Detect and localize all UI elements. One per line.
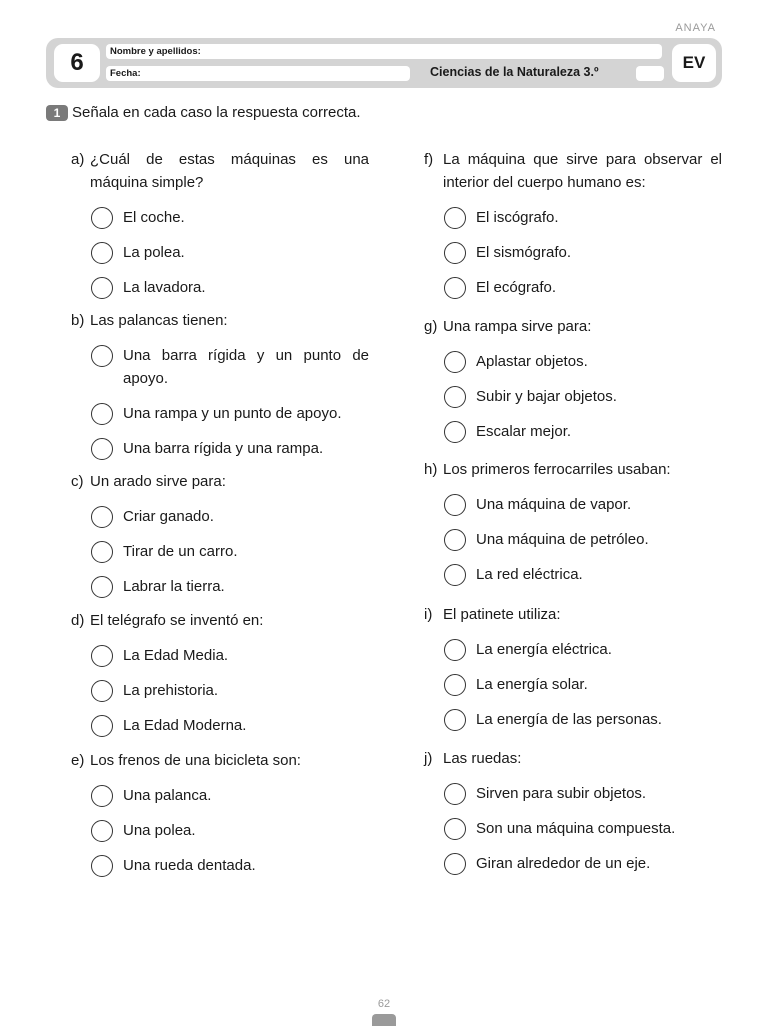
page-tab: [372, 1014, 396, 1026]
option-text: Escalar mejor.: [476, 423, 572, 440]
radio-circle-icon[interactable]: [444, 709, 466, 731]
radio-circle-icon[interactable]: [91, 785, 113, 807]
question-text: ¿Cuál de estas máquinas es una máquina simple?: [90, 151, 369, 191]
option[interactable]: [444, 241, 722, 264]
radio-circle-icon[interactable]: [91, 541, 113, 563]
option-text: La Edad Moderna.: [123, 717, 247, 734]
publisher-logo: ANAYA: [675, 22, 716, 34]
option[interactable]: [444, 708, 722, 731]
option[interactable]: [444, 420, 722, 443]
question-j: [424, 747, 722, 875]
option[interactable]: [444, 206, 722, 229]
question-letter: g): [424, 318, 438, 335]
option-text: El ecógrafo.: [476, 279, 557, 296]
question-h: [424, 458, 722, 586]
radio-circle-icon[interactable]: [91, 207, 113, 229]
option[interactable]: [444, 528, 722, 551]
unit-number: 6: [54, 44, 100, 82]
option-text: Giran alrededor de un eje.: [476, 855, 651, 872]
question-letter: f): [424, 151, 434, 168]
question-d: [71, 609, 369, 737]
option[interactable]: [91, 679, 369, 702]
question-letter: b): [71, 312, 85, 329]
option-text: Aplastar objetos.: [476, 353, 588, 370]
option-text: Una barra rígida y una rampa.: [123, 440, 324, 457]
radio-circle-icon[interactable]: [444, 639, 466, 661]
question-c: [71, 470, 369, 598]
date-label: Fecha:: [110, 68, 141, 79]
radio-circle-icon[interactable]: [91, 715, 113, 737]
radio-circle-icon[interactable]: [444, 564, 466, 586]
radio-circle-icon[interactable]: [91, 438, 113, 460]
radio-circle-icon[interactable]: [91, 506, 113, 528]
option[interactable]: [444, 782, 722, 805]
question-text: El telégrafo se inventó en:: [90, 612, 264, 629]
option-text: La prehistoria.: [123, 682, 219, 699]
option-text: La red eléctrica.: [476, 566, 583, 583]
option[interactable]: [91, 505, 369, 528]
radio-circle-icon[interactable]: [91, 242, 113, 264]
option-text: Una barra rígida y un punto de apoyo.: [123, 347, 369, 387]
option-text: Labrar la tierra.: [123, 578, 225, 595]
option[interactable]: [444, 852, 722, 875]
option-text: La polea.: [123, 244, 185, 261]
name-field[interactable]: [106, 44, 662, 59]
page-number: 62: [377, 998, 391, 1010]
option[interactable]: [444, 673, 722, 696]
question-letter: i): [424, 606, 433, 623]
question-text: Las palancas tienen:: [90, 312, 228, 329]
option[interactable]: [91, 241, 369, 264]
radio-circle-icon[interactable]: [91, 345, 113, 367]
option-text: Una rampa y un punto de apoyo.: [123, 405, 342, 422]
option[interactable]: [444, 276, 722, 299]
option[interactable]: [91, 276, 369, 299]
question-g: [424, 315, 722, 443]
option[interactable]: [444, 563, 722, 586]
option[interactable]: [91, 402, 369, 425]
option-text: Una palanca.: [123, 787, 212, 804]
radio-circle-icon[interactable]: [91, 855, 113, 877]
option-text: La lavadora.: [123, 279, 206, 296]
radio-circle-icon[interactable]: [444, 529, 466, 551]
question-b: [71, 309, 369, 460]
radio-circle-icon[interactable]: [91, 645, 113, 667]
exercise-instruction: [46, 104, 361, 121]
radio-circle-icon[interactable]: [444, 242, 466, 264]
option-text: Subir y bajar objetos.: [476, 388, 617, 405]
question-letter: a): [71, 151, 85, 168]
option-text: Una máquina de petróleo.: [476, 531, 649, 548]
option-text: La energía de las personas.: [476, 711, 662, 728]
option-text: El coche.: [123, 209, 185, 226]
instruction-text: Señala en cada caso la respuesta correcta.: [72, 104, 361, 121]
name-label: Nombre y apellidos:: [110, 46, 201, 57]
evaluation-code: EV: [672, 44, 716, 82]
option-text: Sirven para subir objetos.: [476, 785, 647, 802]
option[interactable]: [444, 493, 722, 516]
question-letter: j): [424, 750, 433, 767]
radio-circle-icon[interactable]: [444, 207, 466, 229]
option-text: Una polea.: [123, 822, 196, 839]
option-text: La energía solar.: [476, 676, 588, 693]
radio-circle-icon[interactable]: [444, 277, 466, 299]
radio-circle-icon[interactable]: [444, 818, 466, 840]
question-letter: h): [424, 461, 438, 478]
question-a: [71, 148, 369, 299]
option-text: Una máquina de vapor.: [476, 496, 632, 513]
question-e: [71, 749, 369, 877]
radio-circle-icon[interactable]: [444, 494, 466, 516]
question-text: El patinete utiliza:: [443, 606, 561, 623]
radio-circle-icon[interactable]: [444, 386, 466, 408]
option[interactable]: [91, 854, 369, 877]
grade-box[interactable]: [636, 66, 664, 81]
question-letter: c): [71, 473, 84, 490]
option[interactable]: [444, 638, 722, 661]
option[interactable]: [444, 350, 722, 373]
option[interactable]: [91, 575, 369, 598]
radio-circle-icon[interactable]: [444, 853, 466, 875]
question-f: [424, 148, 722, 299]
option[interactable]: [91, 540, 369, 563]
option[interactable]: [91, 819, 369, 842]
radio-circle-icon[interactable]: [444, 674, 466, 696]
option-text: Criar ganado.: [123, 508, 214, 525]
option[interactable]: [444, 817, 722, 840]
option-text: La Edad Media.: [123, 647, 229, 664]
question-letter: d): [71, 612, 85, 629]
radio-circle-icon[interactable]: [91, 576, 113, 598]
option[interactable]: [91, 344, 369, 390]
subject-title: Ciencias de la Naturaleza 3.º: [430, 65, 599, 79]
option-text: El iscógrafo.: [476, 209, 559, 226]
exercise-number-badge: 1: [46, 105, 68, 121]
option[interactable]: [91, 714, 369, 737]
option[interactable]: [444, 385, 722, 408]
radio-circle-icon[interactable]: [91, 820, 113, 842]
option[interactable]: [91, 206, 369, 229]
radio-circle-icon[interactable]: [444, 351, 466, 373]
date-field[interactable]: [106, 66, 410, 81]
radio-circle-icon[interactable]: [91, 680, 113, 702]
option-text: La energía eléctrica.: [476, 641, 612, 658]
question-letter: e): [71, 752, 85, 769]
question-i: [424, 603, 722, 731]
radio-circle-icon[interactable]: [91, 277, 113, 299]
radio-circle-icon[interactable]: [91, 403, 113, 425]
question-text: Los frenos de una bicicleta son:: [90, 752, 301, 769]
question-text: Las ruedas:: [443, 750, 522, 767]
option[interactable]: [91, 644, 369, 667]
radio-circle-icon[interactable]: [444, 421, 466, 443]
question-text: Los primeros ferrocarriles usaban:: [443, 461, 671, 478]
question-text: Una rampa sirve para:: [443, 318, 592, 335]
question-text: Un arado sirve para:: [90, 473, 226, 490]
option-text: Tirar de un carro.: [123, 543, 238, 560]
option-text: Una rueda dentada.: [123, 857, 256, 874]
option[interactable]: [91, 784, 369, 807]
option-text: El sismógrafo.: [476, 244, 572, 261]
question-text: La máquina que sirve para observar el interior del cuerpo humano es:: [443, 151, 722, 191]
option-text: Son una máquina compuesta.: [476, 820, 676, 837]
radio-circle-icon[interactable]: [444, 783, 466, 805]
option[interactable]: [91, 437, 369, 460]
